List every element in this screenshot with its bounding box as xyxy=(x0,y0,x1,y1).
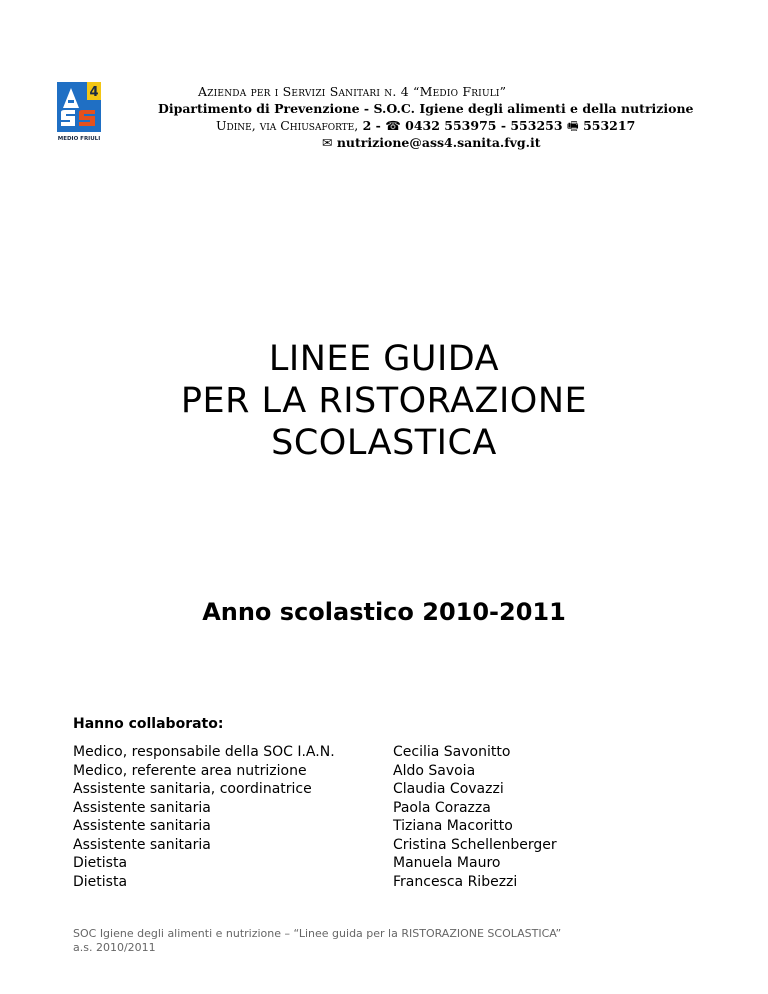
name-item: Tiziana Macoritto xyxy=(393,818,513,834)
name-item: Francesca Ribezzi xyxy=(393,873,518,890)
title-line-1: LINEE GUIDA xyxy=(268,339,500,379)
role-item: Medico, responsabile della SOC I.A.N. xyxy=(73,744,335,760)
fax-icon: 🖷 xyxy=(566,118,579,133)
role-item: Assistente sanitaria, coordinatrice xyxy=(73,781,312,797)
address-city: Udine, via Chiusaforte, xyxy=(216,118,359,133)
school-year: Anno scolastico 2010-2011 xyxy=(202,598,566,626)
address-number: 2 - xyxy=(362,118,381,133)
envelope-icon: ✉ xyxy=(322,135,333,150)
footer-line-1: SOC Igiene degli alimenti e nutrizione – “Linee guida per la RISTORAZIONE SCOLASTICA” xyxy=(73,927,562,940)
address-line xyxy=(150,117,670,134)
role-item: Dietista xyxy=(73,855,128,871)
agency-name: Azienda per i Servizi Sanitari n. 4 “Medio Friuli” xyxy=(198,84,507,99)
collaborator-roles xyxy=(73,743,335,891)
title-line-3: SCOLASTICA xyxy=(271,423,497,463)
department-name: Dipartimento di Prevenzione - S.O.C. Igiene degli alimenti e della nutrizione xyxy=(158,101,694,116)
fax-number: 553217 xyxy=(583,118,636,133)
name-item: Paola Corazza xyxy=(393,799,491,816)
name-item: Cecilia Savonitto xyxy=(393,744,511,760)
email-line xyxy=(150,134,670,151)
telephone-icon: ☎ xyxy=(385,118,401,133)
phone-numbers: 0432 553975 - 553253 xyxy=(405,118,563,133)
role-item: Assistente sanitaria xyxy=(73,836,211,853)
role-item: Assistente sanitaria xyxy=(73,799,211,816)
document-title xyxy=(0,338,768,464)
logo-caption: MEDIO FRIULI xyxy=(57,136,101,142)
email-address[interactable]: nutrizione@ass4.sanita.fvg.it xyxy=(336,135,541,150)
page-footer xyxy=(73,927,561,955)
name-item: Claudia Covazzi xyxy=(393,781,504,797)
title-line-2: PER LA RISTORAZIONE xyxy=(180,381,588,421)
collaborators-heading: Hanno collaborato: xyxy=(73,716,224,732)
name-item: Manuela Mauro xyxy=(393,855,501,871)
role-item: Medico, referente area nutrizione xyxy=(73,762,307,779)
letterhead xyxy=(150,83,694,151)
role-item: Dietista xyxy=(73,873,128,890)
collaborator-names xyxy=(393,743,557,891)
name-item: Cristina Schellenberger xyxy=(393,836,557,853)
ass4-logo xyxy=(57,82,101,144)
logo-number: 4 xyxy=(89,85,99,100)
footer-line-2: a.s. 2010/2011 xyxy=(73,941,156,954)
role-item: Assistente sanitaria xyxy=(73,818,211,834)
name-item: Aldo Savoia xyxy=(393,762,476,779)
collaborators-heading-block xyxy=(73,715,223,734)
